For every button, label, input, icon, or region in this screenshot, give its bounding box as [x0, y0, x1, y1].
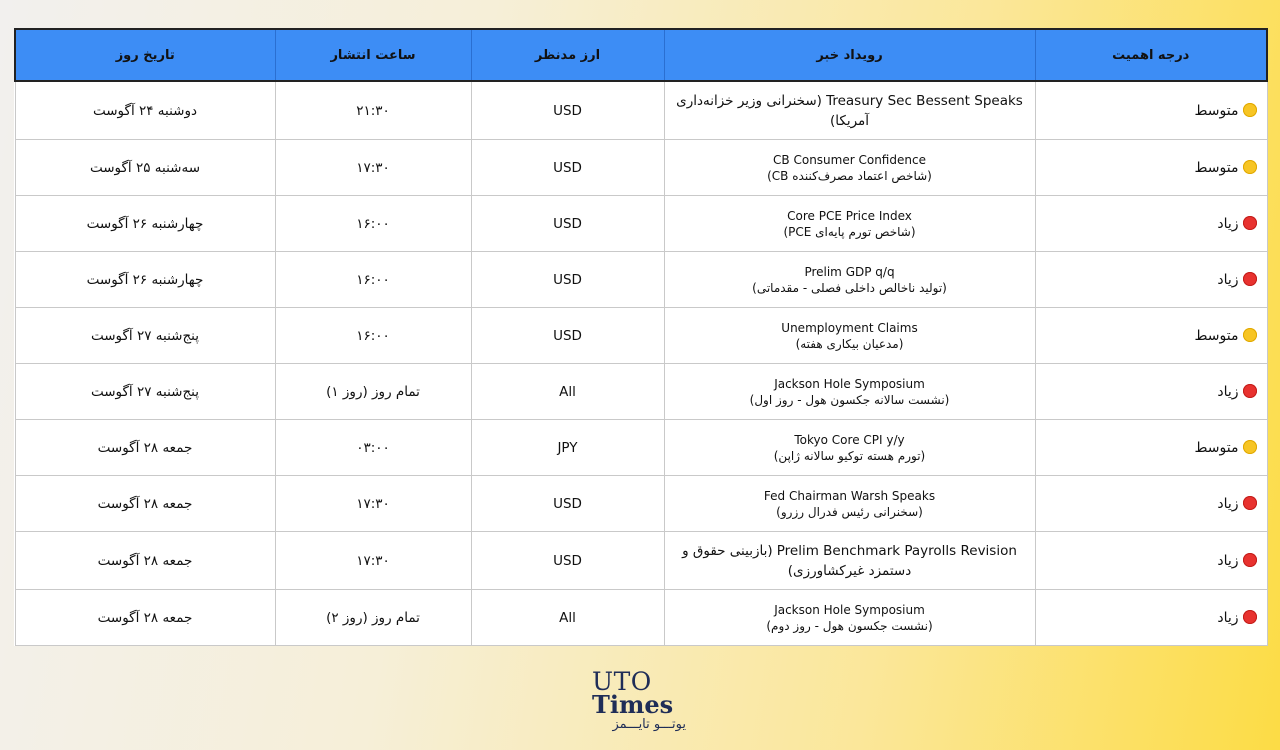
header-currency: ارز مدنظر	[471, 29, 664, 81]
event-name-fa: (بازبینی حقوق و دستمزد غیرکشاورزی)	[682, 542, 912, 579]
event-name-fa: (سخنرانی رئیس فدرال رزرو)	[776, 504, 923, 519]
importance-cell	[1035, 252, 1267, 308]
event-name-en: Unemployment Claims	[781, 320, 918, 335]
event-cell	[664, 308, 1035, 364]
time-cell: ۱۷:۳۰	[275, 476, 471, 532]
time-cell: ۰۳:۰۰	[275, 420, 471, 476]
time-cell: ۲۱:۳۰	[275, 81, 471, 140]
event-cell	[664, 476, 1035, 532]
header-event: رویداد خبر	[664, 29, 1035, 81]
event-cell	[664, 140, 1035, 196]
currency-cell: USD	[471, 532, 664, 590]
importance-label: زیاد	[1217, 271, 1239, 288]
currency-cell: All	[471, 364, 664, 420]
table-row	[15, 81, 1267, 140]
event-name-en: Core PCE Price Index	[787, 208, 912, 223]
currency-cell: All	[471, 590, 664, 646]
time-cell: ۱۷:۳۰	[275, 140, 471, 196]
calendar-table	[14, 28, 1268, 646]
time-cell: ۱۷:۳۰	[275, 532, 471, 590]
date-cell: جمعه ۲۸ آگوست	[15, 590, 275, 646]
importance-cell	[1035, 590, 1267, 646]
event-name-en: Jackson Hole Symposium	[774, 602, 925, 617]
red-circle-icon	[1243, 496, 1257, 510]
currency-cell: USD	[471, 476, 664, 532]
importance-cell	[1035, 364, 1267, 420]
event-cell	[664, 196, 1035, 252]
importance-label: متوسط	[1194, 327, 1239, 344]
event-cell	[664, 364, 1035, 420]
event-name-fa: (مدعیان بیکاری هفته)	[795, 336, 904, 351]
logo-line-3: یوتـــو تایـــمز	[612, 717, 686, 732]
importance-label: متوسط	[1194, 439, 1239, 456]
table-row	[15, 364, 1267, 420]
table-row	[15, 196, 1267, 252]
event-name-fa: (شاخص اعتماد مصرف‌کننده CB)	[767, 168, 932, 183]
time-cell: تمام روز (روز ۲)	[275, 590, 471, 646]
importance-label: زیاد	[1217, 495, 1239, 512]
currency-cell: USD	[471, 81, 664, 140]
logo-line-2: Times	[592, 690, 674, 719]
event-name-fa: (نشست جکسون هول - روز دوم)	[766, 618, 933, 633]
importance-label: زیاد	[1217, 552, 1239, 569]
event-cell	[664, 420, 1035, 476]
date-cell: دوشنبه ۲۴ آگوست	[15, 81, 275, 140]
time-cell: تمام روز (روز ۱)	[275, 364, 471, 420]
event-name-en: Treasury Sec Bessent Speaks	[826, 92, 1023, 109]
yellow-circle-icon	[1243, 440, 1257, 454]
date-cell: پنج‌شنبه ۲۷ آگوست	[15, 308, 275, 364]
event-cell	[664, 590, 1035, 646]
importance-cell	[1035, 308, 1267, 364]
date-cell: جمعه ۲۸ آگوست	[15, 476, 275, 532]
red-circle-icon	[1243, 610, 1257, 624]
table-row	[15, 308, 1267, 364]
date-cell: جمعه ۲۸ آگوست	[15, 420, 275, 476]
currency-cell: USD	[471, 252, 664, 308]
red-circle-icon	[1243, 553, 1257, 567]
event-name-fa: (سخنرانی وزیر خزانه‌داری آمریکا)	[676, 92, 870, 129]
importance-label: متوسط	[1194, 102, 1239, 119]
event-cell	[664, 532, 1035, 590]
event-name-en: Prelim Benchmark Payrolls Revision	[776, 542, 1017, 559]
yellow-circle-icon	[1243, 328, 1257, 342]
event-name-en: Tokyo Core CPI y/y	[794, 432, 905, 447]
red-circle-icon	[1243, 384, 1257, 398]
table-row	[15, 140, 1267, 196]
red-circle-icon	[1243, 216, 1257, 230]
yellow-circle-icon	[1243, 160, 1257, 174]
header-time: ساعت انتشار	[275, 29, 471, 81]
event-name-fa: (تورم هسته توکیو سالانه ژاپن)	[773, 448, 926, 463]
importance-label: زیاد	[1217, 609, 1239, 626]
event-name-fa: (نشست سالانه جکسون هول - روز اول)	[749, 392, 950, 407]
header-date: تاریخ روز	[15, 29, 275, 81]
header-row	[15, 29, 1267, 81]
time-cell: ۱۶:۰۰	[275, 252, 471, 308]
time-cell: ۱۶:۰۰	[275, 308, 471, 364]
importance-cell	[1035, 476, 1267, 532]
event-name-fa: (تولید ناخالص داخلی فصلی - مقدماتی)	[752, 280, 947, 295]
importance-label: زیاد	[1217, 383, 1239, 400]
currency-cell: USD	[471, 308, 664, 364]
economic-calendar	[14, 28, 1266, 646]
date-cell: جمعه ۲۸ آگوست	[15, 532, 275, 590]
event-name-fa: (شاخص تورم پایه‌ای PCE)	[783, 224, 916, 239]
time-cell: ۱۶:۰۰	[275, 196, 471, 252]
event-cell	[664, 252, 1035, 308]
importance-cell	[1035, 81, 1267, 140]
logo-line-1: UTO	[592, 667, 652, 696]
importance-cell	[1035, 196, 1267, 252]
uto-times-logo	[592, 667, 692, 734]
date-cell: پنج‌شنبه ۲۷ آگوست	[15, 364, 275, 420]
table-row	[15, 420, 1267, 476]
event-name-en: Prelim GDP q/q	[804, 264, 895, 279]
event-name-en: CB Consumer Confidence	[773, 152, 926, 167]
date-cell: چهارشنبه ۲۶ آگوست	[15, 252, 275, 308]
importance-cell	[1035, 420, 1267, 476]
event-name-en: Fed Chairman Warsh Speaks	[763, 488, 936, 503]
event-cell	[664, 81, 1035, 140]
currency-cell: JPY	[471, 420, 664, 476]
currency-cell: USD	[471, 196, 664, 252]
importance-label: زیاد	[1217, 215, 1239, 232]
table-row	[15, 590, 1267, 646]
red-circle-icon	[1243, 272, 1257, 286]
importance-label: متوسط	[1194, 159, 1239, 176]
importance-cell	[1035, 532, 1267, 590]
importance-cell	[1035, 140, 1267, 196]
table-row	[15, 252, 1267, 308]
table-row	[15, 532, 1267, 590]
currency-cell: USD	[471, 140, 664, 196]
date-cell: سه‌شنبه ۲۵ آگوست	[15, 140, 275, 196]
header-importance: درجه اهمیت	[1035, 29, 1267, 81]
table-row	[15, 476, 1267, 532]
yellow-circle-icon	[1243, 103, 1257, 117]
event-name-en: Jackson Hole Symposium	[774, 376, 925, 391]
date-cell: چهارشنبه ۲۶ آگوست	[15, 196, 275, 252]
